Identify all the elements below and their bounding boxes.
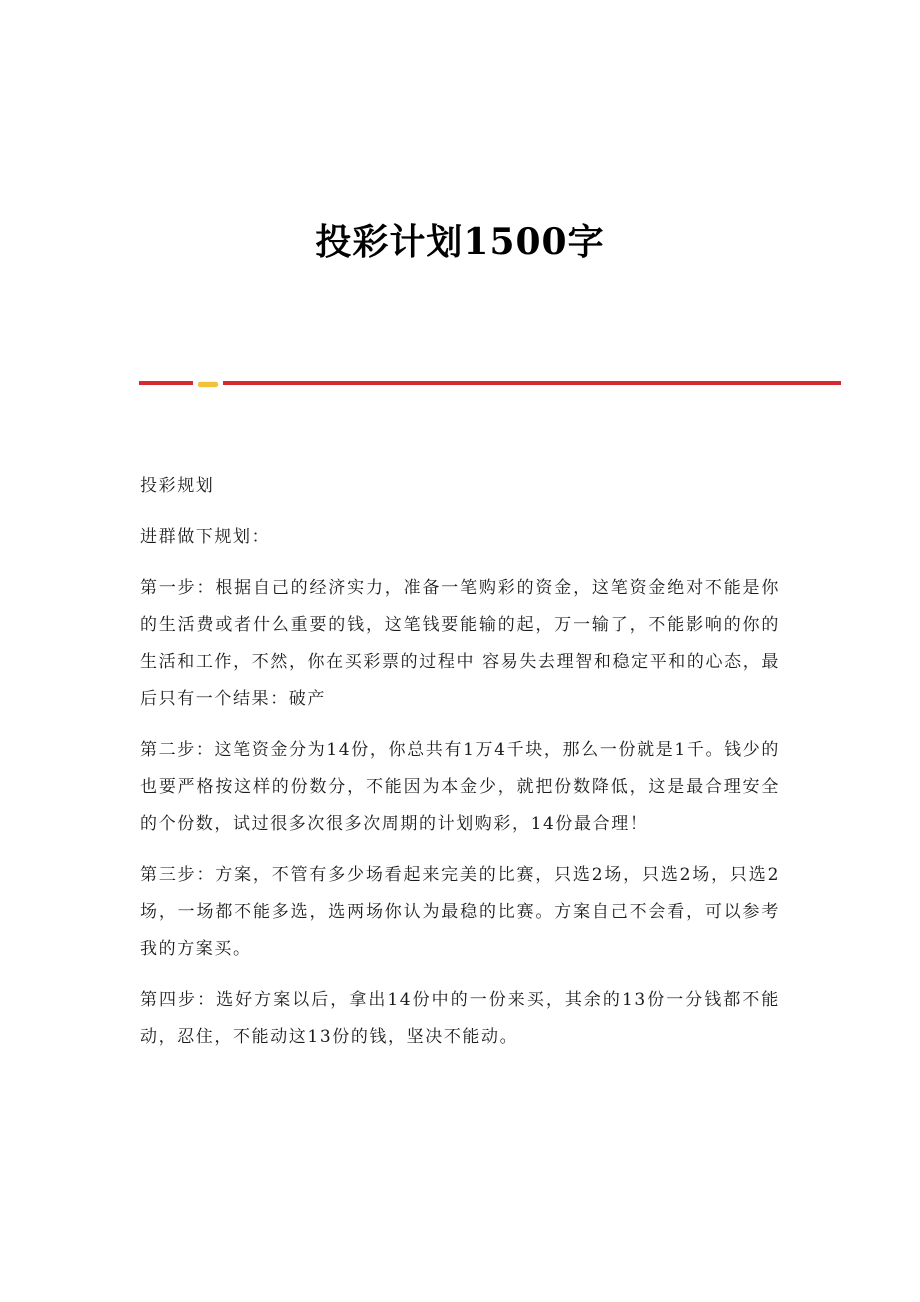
paragraph-step-1: 第一步：根据自己的经济实力，准备一笔购彩的资金，这笔资金绝对不能是你的生活费或者什么重要的钱，这笔钱要能输的起，万一输了，不能影响的你的生活和工作，不然，你在买彩票的过程中 容易失去理智和稳定平和的心态，最后只有一个结果：破产 (140, 578, 780, 709)
section-heading: 投彩规划 (140, 476, 215, 496)
paragraph-step-2: 第二步：这笔资金分为14份，你总共有1万4千块，那么一份就是1千。钱少的也要严格按这样的份数分，不能因为本金少，就把份数降低，这是最合理安全的个份数，试过很多次很多次周期的计划购彩，14份最合理！ (140, 740, 780, 834)
document-body (140, 468, 780, 1070)
paragraph-step-3: 第三步：方案，不管有多少场看起来完美的比赛，只选2场，只选2场，只选2场，一场都不能多选，选两场你认为最稳的比赛。方案自己不会看，可以参考我的方案买。 (140, 865, 780, 959)
title-divider (139, 381, 841, 386)
paragraph-step-4: 第四步：选好方案以后，拿出14份中的一份来买，其余的13份一分钱都不能动，忍住，不能动这13份的钱，坚决不能动。 (140, 990, 780, 1047)
divider-ornament-icon (198, 382, 218, 387)
divider-line-left (139, 381, 193, 385)
paragraph-intro: 进群做下规划： (140, 527, 271, 547)
page-title: 投彩计划1500字 (315, 221, 605, 263)
divider-line-right (223, 381, 841, 385)
